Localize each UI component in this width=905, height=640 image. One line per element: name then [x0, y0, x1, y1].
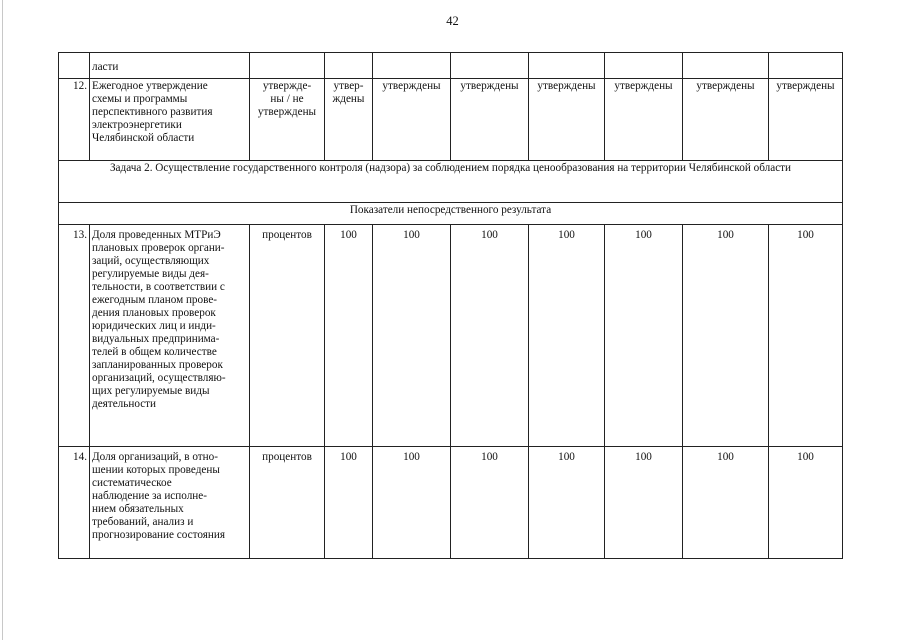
task-row [59, 161, 843, 203]
unit-cell: процентов [250, 447, 325, 559]
row-number: 13. [59, 225, 90, 447]
table-row-12 [59, 79, 843, 161]
value-cell: 100 [683, 225, 769, 447]
table-row-13 [59, 225, 843, 447]
row-number: 12. [59, 79, 90, 161]
table-row-continued [59, 53, 843, 79]
row-number: 14. [59, 447, 90, 559]
value-cell: 100 [605, 225, 683, 447]
name-line: перспективного развития [92, 106, 213, 118]
value-cell: утверждены [769, 79, 843, 161]
value-cell: утверждены [683, 79, 769, 161]
section-heading: Показатели непосредственного результата [59, 203, 843, 225]
indicator-name-cell: Доля организаций, в отно- шении которых проведены систематическое наблюдение за исполне- нием обязательных требований, анализ и прогнозирование состояния [90, 447, 250, 559]
value-cell: 100 [373, 225, 451, 447]
value-cell: 100 [325, 225, 373, 447]
value-cell: утвер- ждены [325, 79, 373, 161]
name-line: электроэнергетики [92, 119, 182, 131]
value-cell: 100 [373, 447, 451, 559]
value-cell: 100 [769, 447, 843, 559]
value-cell: утверждены [529, 79, 605, 161]
value-cell: утверждены [373, 79, 451, 161]
indicators-table [58, 52, 843, 559]
value-cell: 100 [683, 447, 769, 559]
page-number: 42 [446, 14, 459, 28]
unit-cell: утвержде- ны / не утверждены [250, 79, 325, 161]
indicator-name-cell [90, 79, 250, 161]
value-cell: утверждены [451, 79, 529, 161]
name-line: Ежегодное утверждение [92, 80, 208, 92]
value-cell: 100 [325, 447, 373, 559]
task-heading: Задача 2. Осуществление государственного контроля (надзора) за соблюдением порядка ценообразования на территории Челябинской области [59, 161, 843, 203]
indicator-name-cell: Доля проведенных МТРиЭ плановых проверок органи- заций, осуществляющих регулируемые виды дея- тельности, в соответствии с ежегодным планом прове- дения плановых проверок юридических лиц и инди- видуальных предпринима- телей в общем количестве запланированных проверок организаций, осуществляю- щих регулируемые виды деятельности [90, 225, 250, 447]
table-row-14 [59, 447, 843, 559]
name-line: схемы и программы [92, 93, 188, 105]
continued-name-cell: ласти [90, 53, 250, 79]
value-cell: 100 [451, 447, 529, 559]
value-cell: 100 [529, 225, 605, 447]
value-cell: 100 [451, 225, 529, 447]
value-cell: 100 [529, 447, 605, 559]
name-line: Челябинской области [92, 132, 195, 144]
unit-cell: процентов [250, 225, 325, 447]
scan-edge-line [2, 0, 3, 640]
section-header-row [59, 203, 843, 225]
value-cell: 100 [769, 225, 843, 447]
value-cell: 100 [605, 447, 683, 559]
value-cell: утверждены [605, 79, 683, 161]
